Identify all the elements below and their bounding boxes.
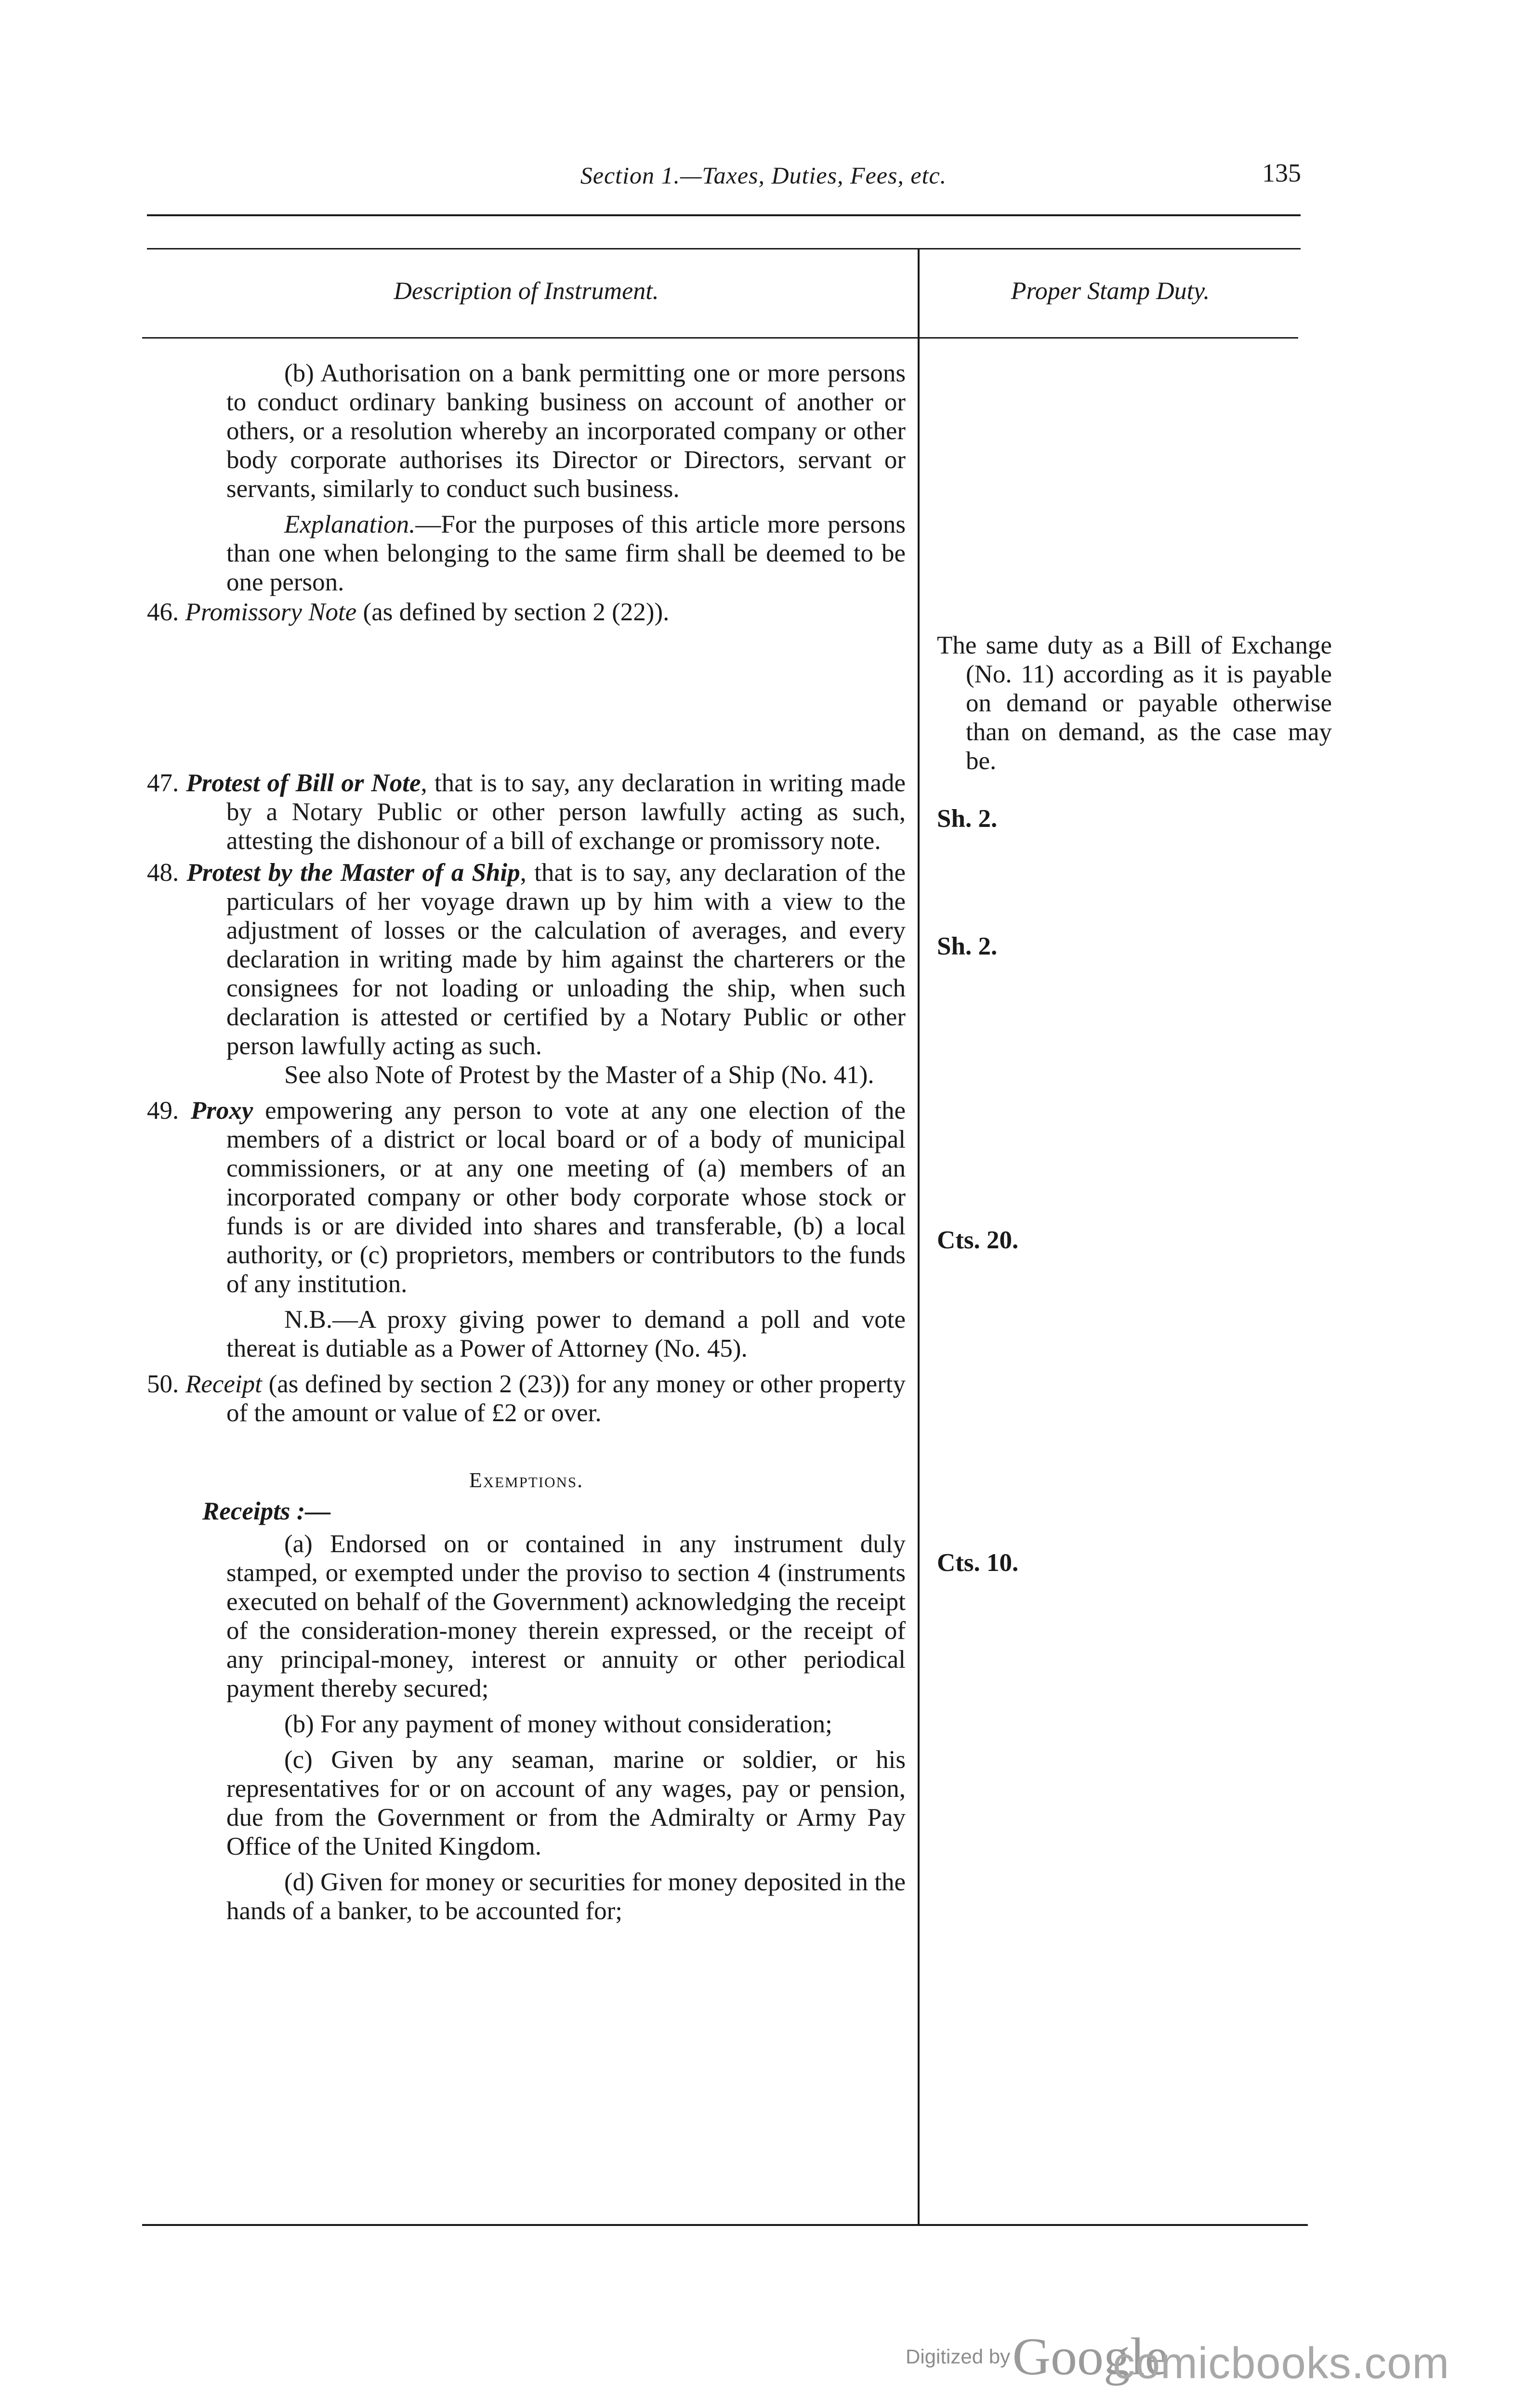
receipts-label	[147, 1497, 906, 1526]
running-header: Section 1.—Taxes, Duties, Fees, etc.	[580, 162, 947, 189]
description-column	[147, 359, 906, 1925]
entry-number: 46.	[147, 598, 179, 626]
entry-48	[147, 858, 906, 1060]
entry-48-see-also: See also Note of Protest by the Master of a Ship (No. 41).	[284, 1061, 874, 1089]
column-header-duty: Proper Stamp Duty.	[1011, 277, 1210, 305]
entry-number: 49.	[147, 1097, 179, 1125]
entry-46	[147, 598, 906, 627]
entry-47	[147, 769, 906, 855]
entry-text: (as defined by section 2 (23)) for any money or other property of the amount or value of £2 or over.	[226, 1370, 906, 1427]
table-top-rule	[147, 248, 1301, 249]
entry-title: Proxy	[190, 1097, 253, 1125]
digitized-by-text: Digitized by	[906, 2345, 1011, 2368]
entry-text: empowering any person to vote at any one election of the members of a district or local board or of a body of municipal commissioners, or at any one meeting of (a) members of an incorporated company or other body corporate whose stock or funds is or are divided into shares and transferable, (b) a local authority, or (c) proprietors, members or contributors to the funds of any institution.	[226, 1097, 906, 1298]
google-logo: Google	[1012, 2327, 1169, 2386]
table-bottom-rule	[142, 2224, 1308, 2226]
exemption-d: (d) Given for money or securities for money deposited in the hands of a banker, to be accounted for;	[226, 1868, 906, 1925]
entry-title: Promissory Note	[185, 598, 357, 626]
explanation-text: —For the purposes of this article more persons than one when belonging to the same firm shall be deemed to be one person.	[226, 510, 906, 596]
entry-explanation	[147, 510, 906, 597]
exemption-a: (a) Endorsed on or contained in any instrument duly stamped, or exempted under the proviso to section 4 (instruments executed on behalf of the Government) acknowledging the receipt of the consideration-money therein expressed, or the receipt of any principal-money, interest or annuity or other periodical payment thereby secured;	[226, 1530, 906, 1702]
entry-title: Receipt	[185, 1370, 262, 1398]
duty-e47: Sh. 2.	[937, 805, 998, 833]
column-header-description: Description of Instrument.	[394, 277, 659, 305]
entry-text: (as defined by section 2 (22)).	[356, 598, 670, 626]
header-rule	[147, 214, 1301, 216]
exemption-c: (c) Given by any seaman, marine or soldier, or his representatives for or on account of any wages, pay or pension, due from the Government or from the Admiralty or Army Pay Office of the United Kingdom.	[226, 1746, 906, 1860]
explanation-label: Explanation.	[284, 510, 416, 538]
duty-e46: The same duty as a Bill of Exchange (No. 11) according as it is payable on demand or payable otherwise than on demand, as the case may be.	[937, 631, 1332, 775]
entry-title: Protest by the Master of a Ship	[186, 859, 520, 887]
duty-e48: Sh. 2.	[937, 932, 998, 960]
entry-number: 47.	[147, 769, 179, 797]
entry-text: , that is to say, any declaration in writing made by a Notary Public or other person lawfully acting as such, attesting the dishonour of a bill of exchange or promissory note.	[226, 769, 906, 855]
page-number: 135	[1262, 158, 1301, 187]
column-divider	[918, 248, 920, 2225]
duty-e49: Cts. 20.	[937, 1226, 1019, 1254]
exemption-b: (b) For any payment of money without consideration;	[284, 1710, 832, 1738]
comicbooks-watermark: comicbooks.com	[1113, 2339, 1450, 2388]
entry-number: 48.	[147, 859, 179, 887]
entry-title: Protest of Bill or Note	[186, 769, 421, 797]
entry-b-authorisation: (b) Authorisation on a bank permitting one or more persons to conduct ordinary banking business on account of another or others, or a resolution whereby an incorporated company or other body corporate authorises its Director or Directors, servant or servants, similarly to conduct such business.	[226, 359, 906, 503]
column-header-rule	[142, 337, 1298, 339]
entry-49	[147, 1096, 906, 1298]
entry-text: , that is to say, any declaration of the particulars of her voyage drawn up by him with a view to the adjustment of losses or the calculation of averages, and every declaration in writing made by him against the charterers or the consignees for not loading or unloading the ship, when such declaration is attested or certified by a Notary Public or other person lawfully acting as such.	[226, 859, 906, 1060]
entry-50	[147, 1370, 906, 1427]
duty-e50: Cts. 10.	[937, 1549, 1019, 1577]
exemptions-heading: Exemptions.	[469, 1468, 584, 1492]
entry-number: 50.	[147, 1370, 179, 1398]
receipts-label-text: Receipts :—	[202, 1497, 331, 1525]
entry-49-nb: N.B.—A proxy giving power to demand a poll and vote thereat is dutiable as a Power of Attorney (No. 45).	[226, 1306, 906, 1362]
